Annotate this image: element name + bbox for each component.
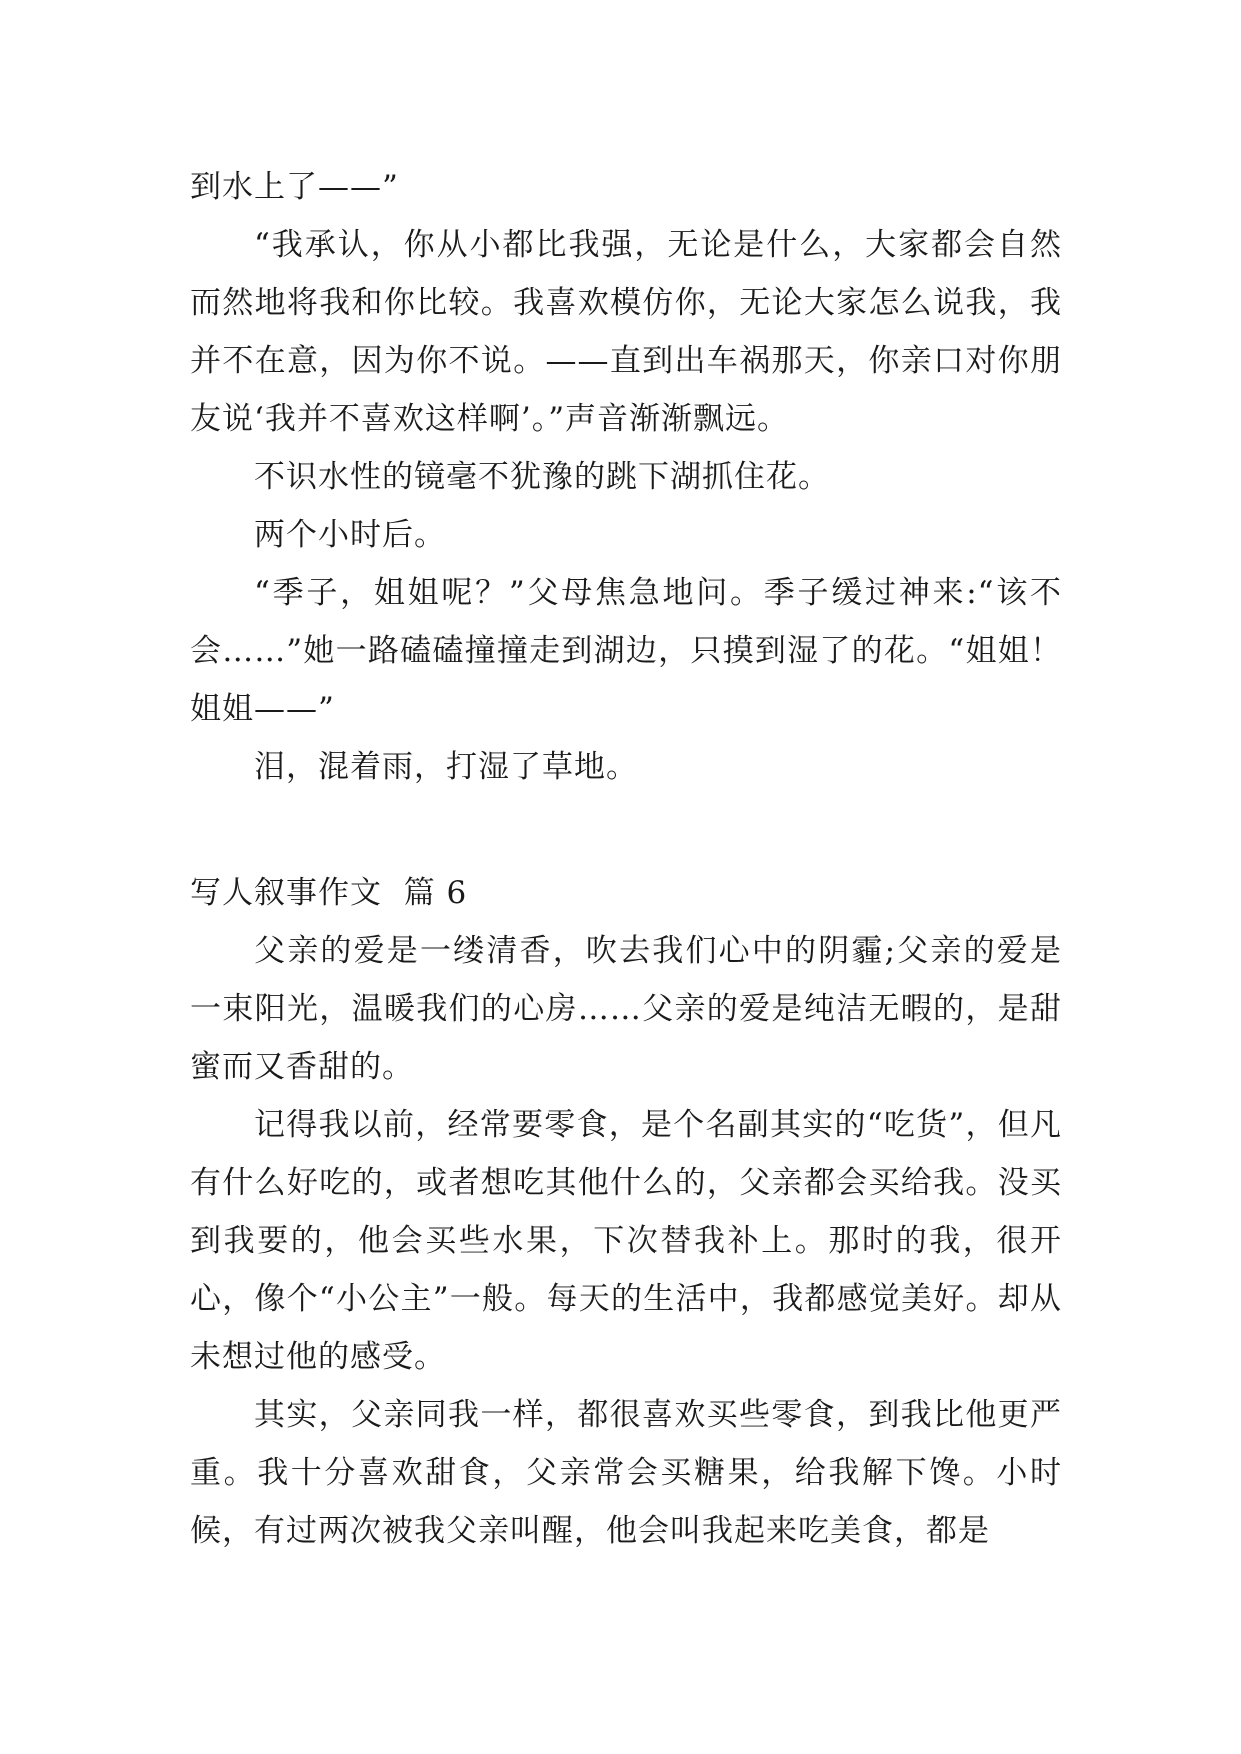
story-paragraph: 两个小时后。 [254,517,446,553]
article-heading: 写人叙事作文 篇 6 [190,875,468,911]
article-paragraph: 记得我以前，经常要零食，是个名副其实的“吃货”，但凡有什么好吃的，或者想吃其他什么的，父亲都会买给我。没买到我要的，他会买些水果，下次替我补上。那时的我，很开心，像个“小公主”一般。每天的生活中，我都感觉美好。却从未想过他的感受。 [190,1107,1062,1375]
story-continuation-line: 到水上了——” [190,169,399,205]
article-paragraph: 其实，父亲同我一样，都很喜欢买些零食，到我比他更严重。我十分喜欢甜食，父亲常会买糖果，给我解下馋。小时候，有过两次被我父亲叫醒，他会叫我起来吃美食，都是 [190,1397,1062,1549]
story-paragraph: “季子，姐姐呢？”父母焦急地问。季子缓过神来:“该不会……”她一路磕磕撞撞走到湖边，只摸到湿了的花。“姐姐！姐姐——” [190,575,1062,727]
story-paragraph: 不识水性的镜毫不犹豫的跳下湖抓住花。 [254,459,830,495]
section-spacer [190,796,1062,864]
article-paragraph: 父亲的爱是一缕清香，吹去我们心中的阴霾;父亲的爱是一束阳光，温暖我们的心房……父亲的爱是纯洁无暇的，是甜蜜而又香甜的。 [190,933,1062,1085]
document-body [190,158,1062,1560]
story-paragraph: 泪，混着雨，打湿了草地。 [254,749,638,785]
story-paragraph: “我承认，你从小都比我强，无论是什么，大家都会自然而然地将我和你比较。我喜欢模仿你，无论大家怎么说我，我并不在意，因为你不说。——直到出车祸那天，你亲口对你朋友说‘我并不喜欢这样啊’。”声音渐渐飘远。 [190,227,1062,437]
